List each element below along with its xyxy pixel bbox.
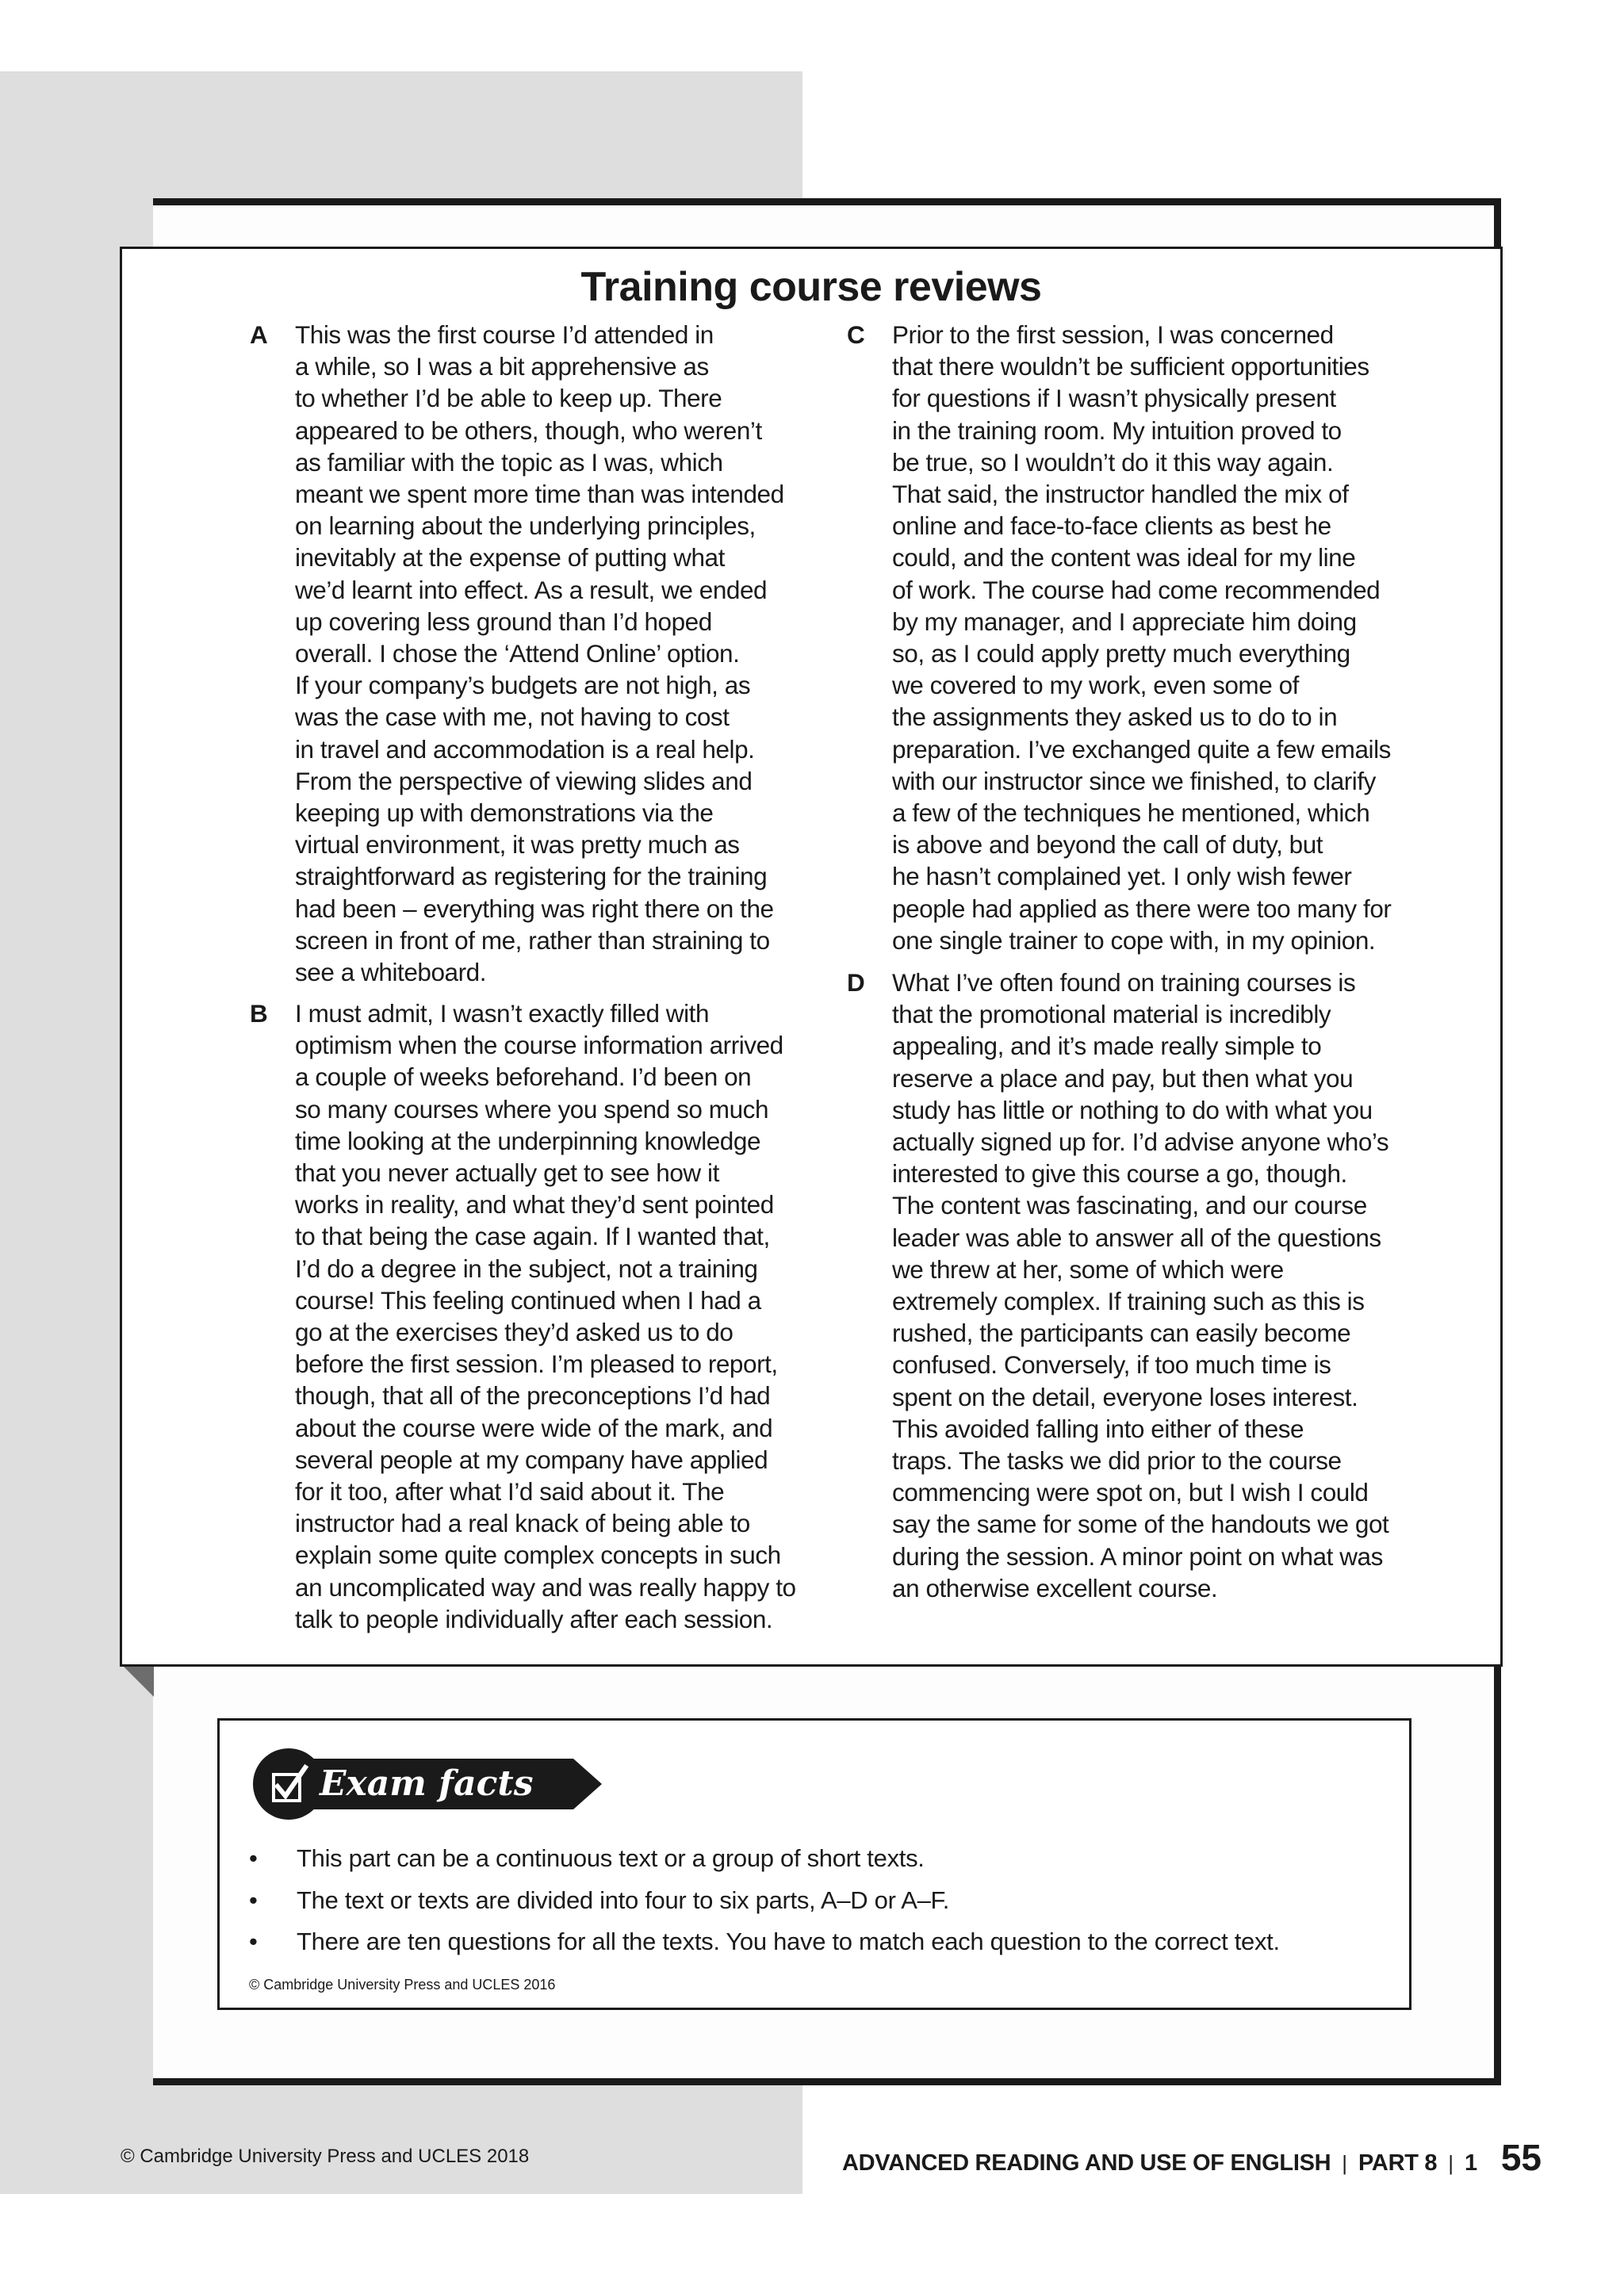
review-line: spent on the detail, everyone loses interest. xyxy=(892,1382,1358,1411)
review-a xyxy=(250,319,784,988)
review-line: instructor had a real knack of being able to xyxy=(295,1509,750,1538)
review-text xyxy=(892,967,1388,1604)
review-letter: D xyxy=(847,968,865,997)
review-line: for it too, after what I’d said about it. The xyxy=(295,1477,725,1507)
review-line: so many courses where you spend so much xyxy=(295,1094,769,1124)
review-line: be true, so I wouldn’t do it this way again. xyxy=(892,447,1334,477)
review-line: to that being the case again. If I wanted that, xyxy=(295,1222,770,1251)
review-text xyxy=(295,997,796,1635)
review-line: an otherwise excellent course. xyxy=(892,1573,1218,1602)
bullet: • xyxy=(249,1844,258,1872)
review-line: that the promotional material is incredibly xyxy=(892,1000,1331,1029)
review-line: the assignments they asked us to do to in xyxy=(892,703,1338,732)
review-line: that there wouldn’t be sufficient opportunities xyxy=(892,352,1369,381)
review-line: meant we spent more time than was intended xyxy=(295,480,784,509)
list-item xyxy=(249,1838,1280,1880)
review-line: Prior to the first session, I was concerned xyxy=(892,320,1334,349)
review-line: with our instructor since we finished, to clarify xyxy=(892,766,1376,795)
review-text xyxy=(295,319,784,988)
review-letter: B xyxy=(250,999,268,1028)
review-line: he hasn’t complained yet. I only wish fewer xyxy=(892,862,1352,891)
bullet: • xyxy=(249,1928,258,1955)
bullet: • xyxy=(249,1886,258,1914)
review-line: to whether I’d be able to keep up. There xyxy=(295,384,722,413)
review-line: screen in front of me, rather than straining to xyxy=(295,925,770,955)
review-line: during the session. A minor point on what was xyxy=(892,1541,1383,1571)
review-line: an uncomplicated way and was really happy to xyxy=(295,1572,796,1602)
review-line: on learning about the underlying principles, xyxy=(295,511,756,541)
review-line: interested to give this course a go, though. xyxy=(892,1159,1347,1189)
review-line: time looking at the underpinning knowledge xyxy=(295,1126,761,1155)
review-line: a couple of weeks beforehand. I’d been on xyxy=(295,1062,752,1092)
review-line: though, that all of the preconceptions I’d had xyxy=(295,1381,771,1411)
review-line: inevitably at the expense of putting what xyxy=(295,543,725,572)
review-line: had been – everything was right there on the xyxy=(295,894,774,923)
review-c xyxy=(847,319,1391,956)
footer-separator: | xyxy=(1342,2151,1348,2175)
review-line: we’d learnt into effect. As a result, we ended xyxy=(295,575,768,604)
page-number: 55 xyxy=(1500,2137,1542,2178)
review-line: From the perspective of viewing slides and xyxy=(295,766,753,795)
exam-facts-header xyxy=(253,1748,602,1820)
review-line: keeping up with demonstrations via the xyxy=(295,798,714,828)
review-line: of work. The course had come recommended xyxy=(892,575,1381,604)
checkbox-tick-icon xyxy=(253,1748,324,1820)
exam-facts-heading: Exam facts xyxy=(320,1763,534,1804)
review-line: actually signed up for. I’d advise anyone who’s xyxy=(892,1128,1389,1157)
review-line: say the same for some of the handouts we got xyxy=(892,1510,1389,1539)
review-line: rushed, the participants can easily become xyxy=(892,1319,1351,1348)
review-line: The content was fascinating, and our course xyxy=(892,1191,1367,1220)
review-line: about the course were wide of the mark, and xyxy=(295,1413,773,1442)
review-line: we threw at her, some of which were xyxy=(892,1254,1284,1284)
exam-facts-copyright: © Cambridge University Press and UCLES 2016 xyxy=(249,1977,556,1993)
review-line: we covered to my work, even some of xyxy=(892,671,1299,700)
exam-facts-box xyxy=(217,1718,1411,2010)
review-line: online and face-to-face clients as best he xyxy=(892,511,1331,541)
reviews-title: Training course reviews xyxy=(580,264,1042,310)
fact-text: This part can be a continuous text or a group of short texts. xyxy=(297,1844,925,1872)
review-line: a while, so I was a bit apprehensive as xyxy=(295,352,709,381)
review-line: several people at my company have applied xyxy=(295,1445,768,1474)
review-line: up covering less ground than I’d hoped xyxy=(295,607,712,636)
fact-text: The text or texts are divided into four to six parts, A–D or A–F. xyxy=(297,1886,950,1914)
review-line: reserve a place and pay, but then what you xyxy=(892,1063,1354,1093)
review-line: before the first session. I’m pleased to report, xyxy=(295,1350,778,1379)
review-line: extremely complex. If training such as this is xyxy=(892,1287,1365,1316)
list-item xyxy=(249,1921,1280,1963)
review-line: confused. Conversely, if too much time is xyxy=(892,1350,1331,1380)
review-letter: C xyxy=(847,320,865,349)
review-line: appeared to be others, though, who weren’t xyxy=(295,415,762,445)
review-line: could, and the content was ideal for my line xyxy=(892,543,1356,572)
review-line: go at the exercises they’d asked us to do xyxy=(295,1318,733,1347)
review-line: by my manager, and I appreciate him doing xyxy=(892,607,1357,636)
review-line: This avoided falling into either of these xyxy=(892,1414,1304,1443)
review-text xyxy=(892,319,1391,956)
review-line: works in reality, and what they’d sent pointed xyxy=(295,1190,774,1219)
review-line: course! This feeling continued when I had a xyxy=(295,1285,761,1315)
review-line: a few of the techniques he mentioned, which xyxy=(892,798,1370,828)
footer-section: ADVANCED READING AND USE OF ENGLISH xyxy=(842,2150,1331,2176)
review-line: straightforward as registering for the training xyxy=(295,862,768,891)
review-line: traps. The tasks we did prior to the course xyxy=(892,1446,1342,1476)
review-line: I must admit, I wasn’t exactly filled with xyxy=(295,999,710,1028)
fact-text: There are ten questions for all the texts. You have to match each question to the correct text. xyxy=(297,1928,1280,1955)
review-line: commencing were spot on, but I wish I could xyxy=(892,1478,1369,1507)
review-line: was the case with me, not having to cost xyxy=(295,703,730,732)
review-line: people had applied as there were too many for xyxy=(892,894,1392,923)
review-line: in travel and accommodation is a real help. xyxy=(295,734,755,764)
review-line: This was the first course I’d attended in xyxy=(295,320,714,349)
review-line: If your company’s budgets are not high, as xyxy=(295,671,751,700)
corner-fold xyxy=(121,1664,154,1697)
review-line: That said, the instructor handled the mix of xyxy=(892,480,1349,509)
footer-copyright: © Cambridge University Press and UCLES 2018 xyxy=(121,2146,530,2167)
review-line: I’d do a degree in the subject, not a training xyxy=(295,1254,758,1283)
review-line: that you never actually get to see how it xyxy=(295,1158,719,1188)
review-line: explain some quite complex concepts in such xyxy=(295,1541,781,1570)
review-line: preparation. I’ve exchanged quite a few emails xyxy=(892,734,1391,764)
exam-facts-list xyxy=(249,1838,1280,1963)
list-item xyxy=(249,1880,1280,1922)
review-line: in the training room. My intuition proved to xyxy=(892,415,1342,445)
footer-running-head xyxy=(842,2136,1542,2179)
review-letter: A xyxy=(250,320,268,349)
review-line: as familiar with the topic as I was, which xyxy=(295,447,723,477)
review-line: overall. I chose the ‘Attend Online’ option. xyxy=(295,639,740,668)
review-line: study has little or nothing to do with what you xyxy=(892,1095,1373,1124)
review-line: is above and beyond the call of duty, but xyxy=(892,830,1323,860)
review-line: What I’ve often found on training courses is xyxy=(892,968,1356,997)
review-line: appealing, and it’s made really simple to xyxy=(892,1032,1322,1061)
footer-part: PART 8 xyxy=(1358,2150,1438,2176)
review-line: one single trainer to cope with, in my opinion. xyxy=(892,925,1376,955)
review-line: so, as I could apply pretty much everything xyxy=(892,639,1350,668)
footer-separator: | xyxy=(1448,2151,1454,2175)
review-b xyxy=(250,997,796,1635)
review-line: talk to people individually after each session. xyxy=(295,1604,773,1633)
review-line: for questions if I wasn’t physically present xyxy=(892,384,1336,413)
review-d xyxy=(847,967,1388,1604)
review-line: optimism when the course information arrived xyxy=(295,1031,783,1060)
review-line: virtual environment, it was pretty much as xyxy=(295,830,740,860)
review-line: see a whiteboard. xyxy=(295,958,487,987)
reviews-box xyxy=(120,247,1503,1667)
footer-number: 1 xyxy=(1464,2150,1477,2176)
review-line: leader was able to answer all of the questions xyxy=(892,1223,1381,1252)
